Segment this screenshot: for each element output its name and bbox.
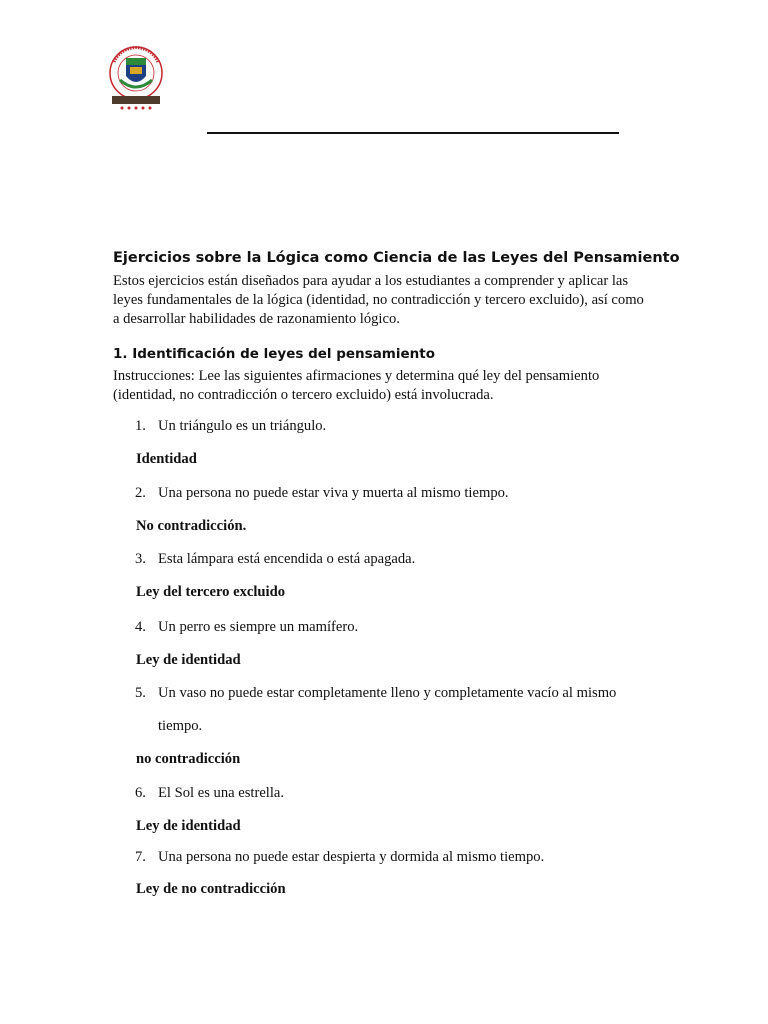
item-number: 3. — [135, 551, 146, 567]
item-statement: Un perro es siempre un mamífero. — [158, 619, 359, 635]
instructions-paragraph: Instrucciones: Lee las siguientes afirmaciones y determina qué ley del pensamiento (identidad, no contradicción o tercero excluido) está involucrada. — [113, 368, 600, 403]
item-answer: Ley de identidad — [136, 652, 241, 668]
item-number: 1. — [135, 418, 146, 434]
item-answer: Identidad — [136, 451, 197, 467]
document-title: Ejercicios sobre la Lógica como Ciencia de las Leyes del Pensamiento — [113, 250, 680, 266]
item-answer: Ley de identidad — [136, 818, 241, 834]
header-rule — [207, 132, 619, 134]
item-statement: Una persona no puede estar viva y muerta al mismo tiempo. — [158, 485, 509, 501]
item-answer: Ley del tercero excluido — [136, 584, 286, 600]
section-heading: 1. Identificación de leyes del pensamiento — [113, 346, 435, 362]
item-answer: No contradicción. — [136, 518, 247, 534]
intro-paragraph: Estos ejercicios están diseñados para ayudar a los estudiantes a comprender y aplicar las leyes fundamentales de la lógica (identidad, no contradicción y tercero excluido), así como a desarrollar habilidades de razonamiento lógico. — [113, 273, 644, 327]
item-statement-continued: tiempo. — [158, 718, 203, 734]
item-statement: Una persona no puede estar despierta y dormida al mismo tiempo. — [158, 849, 545, 865]
item-number: 2. — [135, 485, 146, 501]
item-number: 4. — [135, 619, 146, 635]
item-number: 5. — [135, 685, 146, 701]
item-answer: no contradicción — [136, 751, 241, 767]
university-logo — [108, 46, 164, 112]
item-answer: Ley de no contradicción — [136, 881, 286, 897]
item-statement: El Sol es una estrella. — [158, 785, 285, 801]
item-number: 6. — [135, 785, 146, 801]
item-number: 7. — [135, 849, 146, 865]
item-statement: Esta lámpara está encendida o está apagada. — [158, 551, 416, 567]
item-statement: Un triángulo es un triángulo. — [158, 418, 327, 434]
item-statement: Un vaso no puede estar completamente lleno y completamente vacío al mismo — [158, 685, 617, 701]
